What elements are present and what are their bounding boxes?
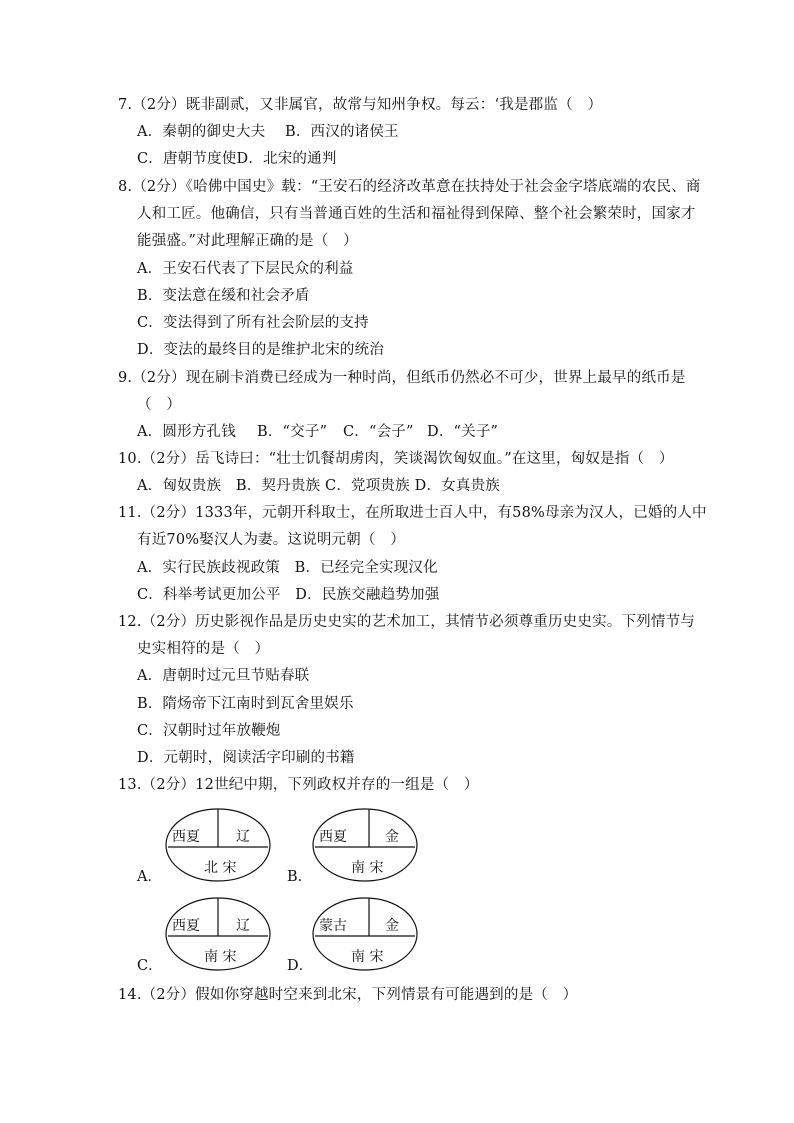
- question-11-stem-line-1: 11.（2分）1333年，元朝开科取士，在所取进士百人中，有58%母亲为汉人，已婚的人中: [118, 505, 707, 521]
- question-12-stem-line-2: 史实相符的是（ ）: [137, 641, 270, 657]
- question-12-stem-line-1: 12.（2分）历史影视作品是历史史实的艺术加工，其情节必须尊重历史史实。下列情节与: [118, 614, 695, 630]
- question-12-option-b: B．隋炀帝下江南时到瓦舍里娱乐: [137, 696, 354, 712]
- diagram-a-right-label: 辽: [236, 829, 250, 845]
- question-12-option-d: D．元朝时，阅读活字印刷的书籍: [137, 750, 355, 766]
- diagram-b-right-label: 金: [385, 829, 399, 845]
- diagram-b-bottom-label: 南 宋: [351, 860, 384, 876]
- question-9-option-a: A．圆形方孔钱: [137, 424, 236, 440]
- diagram-d-bottom-label: 南 宋: [351, 949, 384, 965]
- question-11-stem-line-2: 有近70%娶汉人为妻。这说明元朝（ ）: [137, 532, 406, 548]
- question-8-option-b: B．变法意在缓和社会矛盾: [137, 288, 310, 304]
- question-12-option-a: A．唐朝时过元旦节贴春联: [137, 668, 310, 684]
- question-10-options: A．匈奴贵族 B．契丹贵族 C．党项贵族 D．女真贵族: [137, 478, 500, 494]
- question-7-option-b: B．西汉的诸侯王: [285, 124, 399, 140]
- question-10-stem: 10.（2分）岳飞诗曰：“壮士饥餐胡虏肉，笑谈渴饮匈奴血。”在这里，匈奴是指（ ）: [118, 451, 674, 467]
- question-8-stem-line-1: 8.（2分）《哈佛中国史》载：“王安石的经济改革意在扶持处于社会金字塔底端的农民、商: [118, 179, 701, 195]
- question-8-option-c: C．变法得到了所有社会阶层的支持: [137, 315, 369, 331]
- question-13-diagram-c: [164, 895, 272, 973]
- question-13-option-c-label: C．: [137, 958, 163, 974]
- question-13-diagram-a: [164, 806, 272, 884]
- diagram-d-right-label: 金: [385, 918, 399, 934]
- question-8-option-d: D．变法的最终目的是维护北宋的统治: [137, 342, 385, 358]
- question-13-option-d-label: D．: [287, 958, 314, 974]
- question-7-options-cd: C．唐朝节度使D．北宋的通判: [137, 151, 337, 167]
- diagram-b-left-label: 西夏: [319, 829, 347, 845]
- question-8-stem-line-2: 人和工匠。他确信，只有当普通百姓的生活和福祉得到保障、整个社会繁荣时，国家才: [137, 206, 696, 222]
- question-9-option-c: C．“会子”: [343, 424, 414, 440]
- question-11-options-ab: A．实行民族歧视政策 B．已经完全实现汉化: [137, 560, 438, 576]
- diagram-a-bottom-label: 北 宋: [204, 860, 237, 876]
- question-8-stem-line-3: 能强盛。”对此理解正确的是（ ）: [137, 233, 358, 249]
- question-13-stem: 13.（2分）12世纪中期，下列政权并存的一组是（ ）: [118, 777, 479, 793]
- question-13-diagram-d: [311, 895, 419, 973]
- question-13-option-a-label: A．: [137, 869, 162, 885]
- question-9-option-d: D．“关子”: [427, 424, 499, 440]
- diagram-c-left-label: 西夏: [172, 918, 200, 934]
- question-7-option-a: A．秦朝的御史大夫: [137, 124, 266, 140]
- question-7-stem: 7.（2分）既非副贰，又非属官，故常与知州争权。每云：‘我是郡监（ ）: [118, 97, 603, 113]
- question-14-stem: 14.（2分）假如你穿越时空来到北宋，下列情景有可能遇到的是（ ）: [118, 987, 578, 1003]
- diagram-c-right-label: 辽: [236, 918, 250, 934]
- question-7-options-ab: [137, 122, 399, 142]
- question-9-stem-line-1: 9.（2分）现在刷卡消费已经成为一种时尚，但纸币仍然必不可少，世界上最早的纸币是: [118, 370, 686, 386]
- question-12-option-c: C．汉朝时过年放鞭炮: [137, 723, 281, 739]
- question-11-options-cd: C．科举考试更加公平 D．民族交融趋势加强: [137, 587, 440, 603]
- question-13-option-b-label: B．: [287, 869, 313, 885]
- diagram-a-left-label: 西夏: [172, 829, 200, 845]
- question-9-stem-line-2: （ ）: [137, 397, 182, 413]
- question-9-options: [137, 422, 498, 442]
- question-8-option-a: A．王安石代表了下层民众的利益: [137, 261, 354, 277]
- diagram-c-bottom-label: 南 宋: [204, 949, 237, 965]
- diagram-d-left-label: 蒙古: [319, 918, 347, 934]
- question-9-option-b: B．“交子”: [257, 424, 328, 440]
- question-13-diagram-b: [311, 806, 419, 884]
